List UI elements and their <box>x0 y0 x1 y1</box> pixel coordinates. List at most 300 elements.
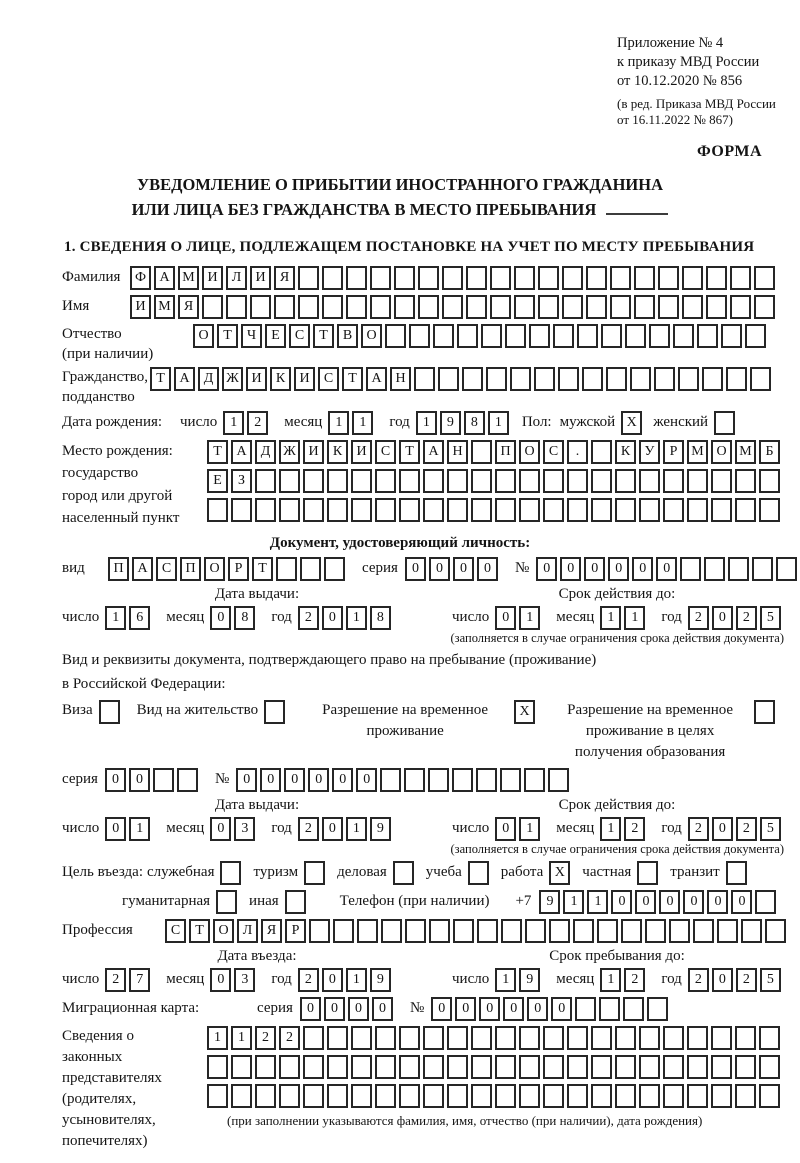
char-cell: 0 <box>712 606 733 630</box>
char-cell <box>634 295 655 319</box>
char-cell: 2 <box>688 968 709 992</box>
char-cell <box>351 469 372 493</box>
char-cell <box>759 1055 780 1079</box>
char-cell: 1 <box>624 606 645 630</box>
day-group <box>180 411 271 435</box>
char-cell: К <box>327 440 348 464</box>
option-official-label: служебная <box>146 864 215 881</box>
char-cell <box>519 1055 540 1079</box>
char-cell <box>591 1084 612 1108</box>
year-word: год <box>271 971 292 988</box>
year-group <box>258 817 393 841</box>
birth-place-boxes-row-2 <box>207 469 783 493</box>
validity-note-2: (заполняется в случае ограничения срока действия документа) <box>450 841 784 856</box>
char-cell: О <box>519 440 540 464</box>
char-cell: Я <box>178 295 199 319</box>
migration-card-series-boxes <box>300 997 396 1021</box>
char-cell: 2 <box>624 968 645 992</box>
year-word: год <box>271 820 292 837</box>
char-cell <box>255 1055 276 1079</box>
char-cell: Е <box>265 324 286 348</box>
char-cell: 8 <box>234 606 255 630</box>
birth-place-rows <box>207 440 783 527</box>
char-cell: 0 <box>348 997 369 1021</box>
char-cell <box>639 498 660 522</box>
char-cell: А <box>366 367 387 391</box>
char-cell <box>405 919 426 943</box>
char-cell <box>750 367 771 391</box>
char-cell: О <box>213 919 234 943</box>
char-cell: 7 <box>129 968 150 992</box>
appendix-block <box>617 34 800 129</box>
char-cell: Я <box>261 919 282 943</box>
char-cell <box>658 266 679 290</box>
char-cell <box>375 498 396 522</box>
char-cell <box>706 266 727 290</box>
birth-place-boxes-row-1 <box>207 440 783 464</box>
char-cell <box>663 1084 684 1108</box>
month-word: месяц <box>166 609 205 626</box>
identity-doc-heading: Документ, удостоверяющий личность: <box>269 534 531 551</box>
char-cell <box>591 1055 612 1079</box>
day-word: число <box>452 820 490 837</box>
option-official <box>147 861 245 885</box>
revision-block <box>617 96 800 130</box>
char-cell: К <box>270 367 291 391</box>
char-cell: 0 <box>712 817 733 841</box>
birth-place-boxes-row-3 <box>207 498 783 522</box>
char-cell: И <box>246 367 267 391</box>
char-cell <box>394 266 415 290</box>
char-cell: 5 <box>760 606 781 630</box>
char-cell <box>324 557 345 581</box>
char-cell <box>615 1084 636 1108</box>
char-cell: Н <box>447 440 468 464</box>
char-cell <box>575 997 596 1021</box>
month-word: месяц <box>284 414 323 431</box>
char-cell: А <box>174 367 195 391</box>
char-cell <box>279 469 300 493</box>
surname-label: Фамилия <box>62 269 121 286</box>
validity-note-1: (заполняется в случае ограничения срока действия документа) <box>450 630 784 645</box>
char-cell: Ч <box>241 324 262 348</box>
char-cell: 9 <box>440 411 461 435</box>
char-cell <box>519 498 540 522</box>
appendix-line-2: к приказу МВД России <box>617 53 760 70</box>
char-cell <box>543 1026 564 1050</box>
char-cell: А <box>132 557 153 581</box>
surname-boxes <box>130 266 778 290</box>
given-name-row <box>62 295 800 319</box>
char-cell <box>634 266 655 290</box>
char-cell <box>663 498 684 522</box>
char-cell: 3 <box>234 968 255 992</box>
patronymic-label <box>62 324 193 364</box>
char-cell <box>625 324 646 348</box>
char-cell: 2 <box>298 968 319 992</box>
char-cell: 0 <box>105 768 126 792</box>
char-cell: 0 <box>453 557 474 581</box>
sex-female-checkbox <box>714 411 735 435</box>
char-cell <box>649 324 670 348</box>
char-cell <box>414 367 435 391</box>
char-cell: 9 <box>370 968 391 992</box>
char-cell: 0 <box>477 557 498 581</box>
char-cell: 0 <box>635 890 656 914</box>
year-word: год <box>661 820 682 837</box>
char-cell <box>490 266 511 290</box>
char-cell: 0 <box>712 968 733 992</box>
char-cell: Т <box>342 367 363 391</box>
citizenship-label-line-2: подданство <box>62 388 135 405</box>
char-cell: Т <box>217 324 238 348</box>
day-group <box>452 606 543 630</box>
day-word: число <box>452 971 490 988</box>
char-cell: 0 <box>584 557 605 581</box>
char-cell <box>759 469 780 493</box>
char-cell: 1 <box>352 411 373 435</box>
char-cell: И <box>351 440 372 464</box>
birth-place-label-2: государство <box>62 465 139 482</box>
option-transit <box>670 861 749 885</box>
char-cell: 1 <box>346 817 367 841</box>
char-cell: 0 <box>551 997 572 1021</box>
char-cell: И <box>303 440 324 464</box>
appendix-line-1: Приложение № 4 <box>617 35 724 51</box>
char-cell <box>615 1026 636 1050</box>
char-cell <box>303 1055 324 1079</box>
given-name-boxes <box>130 295 778 319</box>
identity-doc-series-boxes <box>405 557 501 581</box>
char-cell: И <box>202 266 223 290</box>
char-cell <box>490 295 511 319</box>
char-cell <box>375 1026 396 1050</box>
char-cell: 6 <box>129 606 150 630</box>
char-cell: Д <box>255 440 276 464</box>
char-cell <box>645 919 666 943</box>
option-temporary-residence-education-checkbox <box>754 700 775 724</box>
char-cell: 0 <box>300 997 321 1021</box>
char-cell <box>351 498 372 522</box>
day-group <box>452 968 543 992</box>
option-business-checkbox <box>393 861 414 885</box>
char-cell: И <box>130 295 151 319</box>
char-cell <box>538 266 559 290</box>
form-title-line-2 <box>0 198 800 223</box>
char-cell <box>510 367 531 391</box>
char-cell <box>514 266 535 290</box>
char-cell: Л <box>237 919 258 943</box>
char-cell <box>752 557 773 581</box>
char-cell: 2 <box>736 606 757 630</box>
char-cell: 0 <box>322 817 343 841</box>
char-cell: М <box>154 295 175 319</box>
char-cell <box>711 1055 732 1079</box>
year-word: год <box>389 414 410 431</box>
char-cell <box>471 1026 492 1050</box>
char-cell <box>711 469 732 493</box>
representatives-label-2: законных <box>62 1048 123 1065</box>
char-cell: Д <box>198 367 219 391</box>
char-cell <box>567 1084 588 1108</box>
option-transit-checkbox <box>726 861 747 885</box>
option-official-checkbox <box>220 861 241 885</box>
char-cell: 0 <box>611 890 632 914</box>
entry-date-caption: Дата въезда: <box>217 947 297 964</box>
char-cell: Я <box>274 266 295 290</box>
char-cell <box>300 557 321 581</box>
char-cell <box>351 1026 372 1050</box>
sex-field <box>522 411 738 435</box>
char-cell: 2 <box>736 817 757 841</box>
char-cell: Т <box>150 367 171 391</box>
char-cell: 1 <box>587 890 608 914</box>
char-cell <box>231 1055 252 1079</box>
char-cell <box>207 1084 228 1108</box>
option-temporary-residence-permit-label: Разрешение на временное проживание <box>322 701 489 739</box>
char-cell: С <box>165 919 186 943</box>
month-group <box>153 817 258 841</box>
valid-until-caption-2: Срок действия до: <box>558 796 676 813</box>
char-cell <box>597 919 618 943</box>
char-cell <box>591 440 612 464</box>
char-cell <box>327 498 348 522</box>
char-cell <box>322 295 343 319</box>
char-cell: 1 <box>207 1026 228 1050</box>
char-cell: 0 <box>322 606 343 630</box>
residence-issue-col <box>62 797 452 841</box>
char-cell <box>601 324 622 348</box>
birth-place-labels <box>62 440 207 530</box>
residence-number-boxes <box>236 768 572 792</box>
char-cell <box>500 768 521 792</box>
char-cell: И <box>250 266 271 290</box>
char-cell <box>433 324 454 348</box>
char-cell: 2 <box>624 817 645 841</box>
char-cell <box>207 498 228 522</box>
char-cell <box>697 324 718 348</box>
char-cell <box>755 890 776 914</box>
char-cell: Ж <box>222 367 243 391</box>
patronymic-label-line-2: (при наличии) <box>62 345 154 362</box>
char-cell <box>759 498 780 522</box>
char-cell: 2 <box>688 817 709 841</box>
year-word: год <box>271 609 292 626</box>
char-cell: 0 <box>260 768 281 792</box>
year-group <box>648 968 783 992</box>
char-cell: 2 <box>279 1026 300 1050</box>
char-cell <box>562 266 583 290</box>
char-cell <box>658 295 679 319</box>
option-tourism-checkbox <box>304 861 325 885</box>
option-humanitarian-checkbox <box>216 890 237 914</box>
char-cell: К <box>615 440 636 464</box>
char-cell <box>370 295 391 319</box>
char-cell: О <box>361 324 382 348</box>
char-cell: Р <box>663 440 684 464</box>
day-word: число <box>62 971 100 988</box>
year-group <box>258 968 393 992</box>
char-cell <box>447 469 468 493</box>
month-group <box>153 606 258 630</box>
patronymic-label-line-1: Отчество <box>62 325 122 342</box>
char-cell: А <box>423 440 444 464</box>
char-cell: 0 <box>527 997 548 1021</box>
char-cell: 0 <box>560 557 581 581</box>
char-cell <box>615 498 636 522</box>
char-cell <box>399 469 420 493</box>
migration-card-label: Миграционная карта: <box>62 1000 200 1017</box>
day-word: число <box>62 609 100 626</box>
char-cell <box>153 768 174 792</box>
char-cell <box>346 295 367 319</box>
char-cell <box>375 469 396 493</box>
char-cell <box>303 1026 324 1050</box>
char-cell: Т <box>252 557 273 581</box>
char-cell <box>442 295 463 319</box>
option-work-label: работа <box>500 864 544 881</box>
char-cell: М <box>735 440 756 464</box>
char-cell: 3 <box>234 817 255 841</box>
char-cell: 0 <box>308 768 329 792</box>
birth-place-label-1: Место рождения: <box>62 442 173 459</box>
option-work <box>501 861 574 885</box>
birth-place-block <box>62 440 800 530</box>
char-cell: З <box>231 469 252 493</box>
char-cell <box>333 919 354 943</box>
char-cell: 1 <box>600 606 621 630</box>
char-cell: 0 <box>608 557 629 581</box>
form-title-line-2-text: ИЛИ ЛИЦА БЕЗ ГРАЖДАНСТВА В МЕСТО ПРЕБЫВАНИЯ <box>131 200 597 220</box>
month-group <box>543 606 648 630</box>
char-cell: Н <box>390 367 411 391</box>
patronymic-row <box>62 324 800 364</box>
char-cell <box>663 1055 684 1079</box>
option-tourism-label: туризм <box>253 864 299 881</box>
char-cell: 0 <box>210 606 231 630</box>
char-cell <box>303 1084 324 1108</box>
char-cell <box>735 469 756 493</box>
sex-label: Пол: <box>521 414 552 431</box>
option-visa-checkbox <box>99 700 120 724</box>
char-cell <box>687 1026 708 1050</box>
day-group <box>62 968 153 992</box>
sex-male-checkbox: X <box>621 411 642 435</box>
char-cell <box>375 1084 396 1108</box>
identity-issue-col <box>62 586 452 630</box>
char-cell <box>477 919 498 943</box>
option-other-label: иная <box>249 893 279 910</box>
option-humanitarian <box>122 890 240 914</box>
char-cell: 0 <box>210 968 231 992</box>
char-cell <box>534 367 555 391</box>
char-cell <box>495 469 516 493</box>
title-underline <box>606 213 668 215</box>
identity-valid-col <box>452 586 782 630</box>
option-work-checkbox: X <box>549 861 570 885</box>
char-cell <box>471 469 492 493</box>
char-cell <box>423 498 444 522</box>
char-cell <box>476 768 497 792</box>
char-cell: 1 <box>488 411 509 435</box>
purpose-label: Цель въезда: <box>62 864 143 881</box>
residence-doc-dates <box>62 797 800 841</box>
option-private-checkbox <box>637 861 658 885</box>
char-cell <box>567 1026 588 1050</box>
representatives-boxes-row-3 <box>207 1084 783 1108</box>
char-cell: С <box>375 440 396 464</box>
char-cell <box>615 469 636 493</box>
char-cell: Р <box>285 919 306 943</box>
char-cell <box>409 324 430 348</box>
char-cell <box>735 498 756 522</box>
char-cell <box>735 1026 756 1050</box>
birth-place-label-4: населенный пункт <box>62 510 180 527</box>
option-visa <box>62 700 123 724</box>
char-cell: 1 <box>495 968 516 992</box>
profession-label: Профессия <box>62 922 133 939</box>
birth-date-label: Дата рождения: <box>62 414 163 431</box>
char-cell: 2 <box>105 968 126 992</box>
char-cell <box>639 1026 660 1050</box>
option-business-label: деловая <box>337 864 387 881</box>
representatives-label-5: усыновителях, <box>62 1111 156 1128</box>
char-cell: 0 <box>503 997 524 1021</box>
char-cell <box>735 1084 756 1108</box>
month-word: месяц <box>166 820 205 837</box>
char-cell: 1 <box>328 411 349 435</box>
char-cell <box>639 1055 660 1079</box>
char-cell: Е <box>207 469 228 493</box>
form-title-line-1: УВЕДОМЛЕНИЕ О ПРИБЫТИИ ИНОСТРАННОГО ГРАЖДАНИНА <box>136 175 664 195</box>
char-cell <box>543 498 564 522</box>
section1-heading: 1. СВЕДЕНИЯ О ЛИЦЕ, ПОДЛЕЖАЩЕМ ПОСТАНОВКЕ НА УЧЕТ ПО МЕСТУ ПРЕБЫВАНИЯ <box>64 238 755 255</box>
identity-doc-kind-row <box>62 557 800 581</box>
char-cell <box>375 1055 396 1079</box>
citizenship-row <box>62 367 800 407</box>
char-cell <box>351 1055 372 1079</box>
representatives-labels <box>62 1026 207 1152</box>
char-cell: С <box>289 324 310 348</box>
char-cell <box>687 1084 708 1108</box>
char-cell <box>741 919 762 943</box>
char-cell: 2 <box>688 606 709 630</box>
char-cell <box>385 324 406 348</box>
char-cell: Ж <box>279 440 300 464</box>
char-cell <box>519 1026 540 1050</box>
char-cell <box>693 919 714 943</box>
char-cell: Л <box>226 266 247 290</box>
char-cell: Т <box>399 440 420 464</box>
representatives-note: (при заполнении указываются фамилия, имя, отчество (при наличии), дата рождения) <box>227 1112 703 1128</box>
char-cell: 1 <box>105 606 126 630</box>
char-cell <box>543 1055 564 1079</box>
char-cell: 0 <box>356 768 377 792</box>
char-cell <box>399 1084 420 1108</box>
char-cell: И <box>294 367 315 391</box>
char-cell <box>682 266 703 290</box>
char-cell: 0 <box>129 768 150 792</box>
year-word: год <box>661 609 682 626</box>
year-group <box>258 606 393 630</box>
char-cell <box>231 498 252 522</box>
residence-doc-options <box>62 700 800 763</box>
char-cell <box>447 1026 468 1050</box>
phone-boxes <box>539 890 779 914</box>
char-cell: С <box>543 440 564 464</box>
char-cell <box>279 1055 300 1079</box>
char-cell <box>423 1084 444 1108</box>
